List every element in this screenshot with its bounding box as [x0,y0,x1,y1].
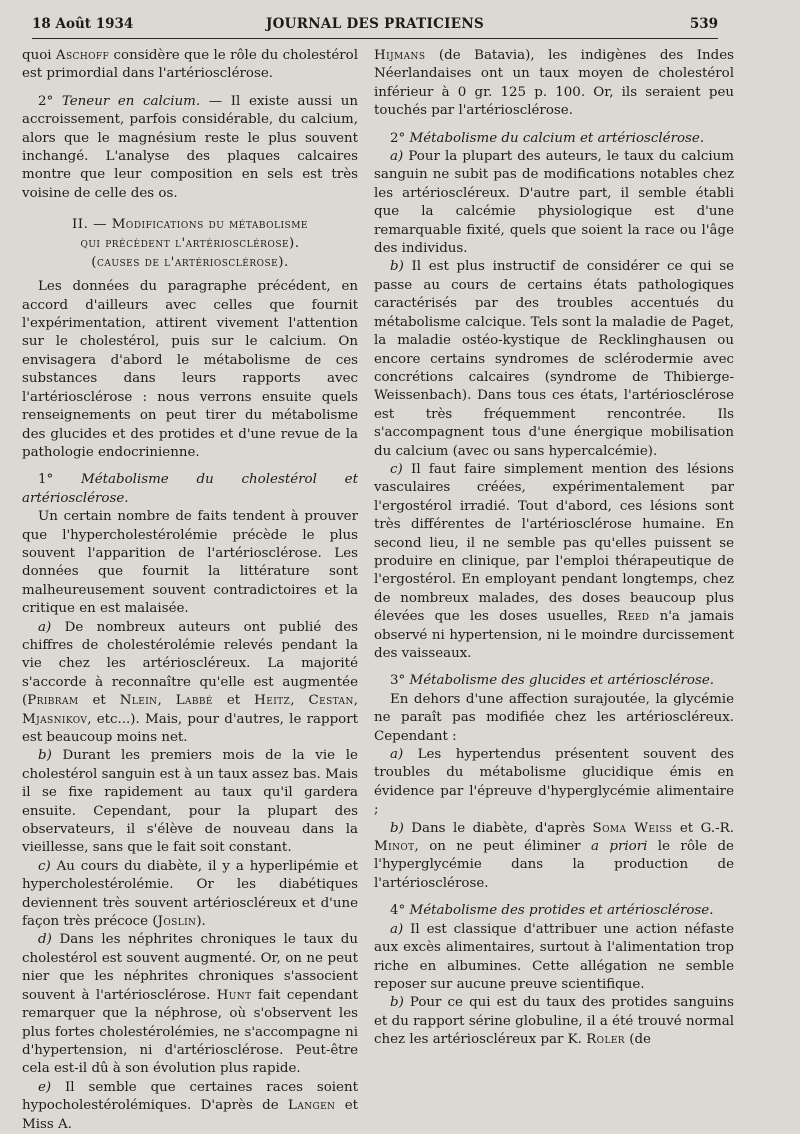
paragraph-calcium-content: 2° Teneur en calcium. — Il existe aussi un accroissement, parfois considérable, du calcium, alors que le magnésium reste le plus souvent inchangé. L'analyse des plaques calcaires montre que leur composition en sels est très voisine de celle des os. [22,93,358,201]
paragraph-cholesterol: Un certain nombre de faits tendent à prouver que l'hypercholestérolémie précède le plus souvent l'apparition de l'artériosclérose. Les données que fournit la littérature sont malheureusement souvent contradictoires et la critique en est malaisée. [22,509,358,617]
paragraph-item-b: b) Durant les premiers mois de la vie le cholestérol sanguin est à un taux assez bas. Mais il se fixe rapidement au taux qu'il gardera ensuite. Cependant, pour la plupart des observateurs, il s'élève de nouveau dans la vieillesse, sans que le fait soit constant. [22,748,358,856]
paragraph-calcium-b: b) Il est plus instructif de considérer ce qui se passe au cours de certains états pathologiques caractérisés par des troubles accentués du métabolisme calcique. Tels sont la maladie de Paget, la maladie ostéo-kystique de Recklinghausen ou encore certains syndromes de sclérodermie avec concrétions calcaires (syndrome de Thibierge-Weissenbach). Dans tous ces états, l'artériosclérose est très fréquemment rencontrée. Ils s'accompagnent tous d'une énergique mobilisation du calcium (avec ou sans hypercalcémie). [374,259,734,459]
journal-title: JOURNAL DES PRATICIENS [265,16,485,32]
left-column [22,47,358,1134]
paragraph-glucides-b: b) Dans le diabète, d'après Soma Weiss et G.-R. Minot, on ne peut éliminer a priori le rôle de l'hyperglycémie dans la production de l'artériosclérose. [374,820,734,891]
page-header [32,12,718,39]
paragraph-calcium-c: c) Il faut faire simplement mention des lésions vasculaires créées, expérimentalement par l'ergostérol irradié. Tout d'abord, ces lésions sont très différentes de l'artériosclérose humaine. En second lieu, il ne semble pas qu'elles puissent se produire en clinique, par l'emploi thérapeutique de l'ergostérol. En employant pendant longtemps, chez de nombreux malades, des doses beaucoup plus élevées que les doses usuelles, Reed n'a jamais observé ni hypertension, ni le moindre durcissement des vaisseaux. [374,461,734,661]
paragraph-protides-b: b) Pour ce qui est du taux des protides sanguins et du rapport sérine globuline, il a été trouvé normal chez les artérioscléreux par K. Roler (de [374,995,734,1048]
author-name: Aschoff [55,48,110,63]
subsection-heading-glucides: 3° Métabolisme des glucides et artériosclérose. [390,673,715,689]
paragraph-item-d: d) Dans les néphrites chroniques le taux du cholestérol est souvent augmenté. Or, on ne peut nier que les néphrites chroniques s'associent souvent à l'artériosclérose. Hunt fait cependant remarquer que la néphrose, où s'observent les plus fortes cholestérolémies, ne s'accompagne ni d'hypertension, ni d'artériosclérose. Peut-être cela est-il dû à son évolution plus rapide. [22,932,358,1077]
issue-date: 18 Août 1934 [32,16,134,32]
paragraph-glucides-a: a) Les hypertendus présentent souvent des troubles du métabolisme glucidique émis en évidence par l'épreuve d'hyperglycémie alimentaire ; [374,747,734,818]
right-column [374,47,734,1050]
section-heading-line: qui précèdent l'artériosclérose). [80,236,300,252]
paragraph-hijmans: Hijmans (de Batavia), les indigènes des Indes Néerlandaises ont un taux moyen de cholestérol inférieur à 0 gr. 125 p. 100. Or, ils seraient peu touchés par l'artériosclérose. [374,48,734,119]
section-heading-line: (causes de l'artériosclérose). [91,255,289,271]
page-number: 539 [689,16,718,32]
section-heading [22,215,358,272]
paragraph-aschoff: quoi Aschoff considère que le rôle du cholestérol est primordial dans l'artériosclérose. [22,48,358,82]
section-heading-line: II. — Modifications du métabolisme [71,217,309,233]
subsection-heading-protides: 4° Métabolisme des protides et artériosclérose. [390,903,714,919]
subsection-heading-cholesterol: 1° Métabolisme du cholestérol et artériosclérose. [22,472,358,506]
paragraph-item-c: c) Au cours du diabète, il y a hyperlipémie et hypercholestérolémie. Or les diabétiques deviennent très souvent artérioscléreux et d'une façon très précoce (Joslin). [22,858,358,930]
paragraph-intro: Les données du paragraphe précédent, en accord d'ailleurs avec celles que fournit l'expérimentation, attirent vivement l'attention sur le cholestérol, puis sur le calcium. On envisagera d'abord le métabolisme de ces substances dans leurs rapports avec l'artériosclérose : nous verrons ensuite quels renseignements on peut tirer du métabolisme des glucides et des protides et d'une revue de la pathologie endocrinienne. [22,279,358,460]
paragraph-item-e: e) Il semble que certaines races soient hypocholestérolémiques. D'après de Langen et Miss A. [22,1079,359,1132]
subsection-heading: Teneur en calcium. [61,93,201,109]
paragraph-glucides: En dehors d'une affection surajoutée, la glycémie ne paraît pas modifiée chez les artérioscléreux. Cependant : [374,691,734,744]
paragraph-calcium-a: a) Pour la plupart des auteurs, le taux du calcium sanguin ne subit pas de modifications notables chez les artérioscléreux. D'autre part, il semble établi que la calcémie physiologique est d'une remarquable fixité, quels que soient la race ou l'âge des individus. [374,149,734,257]
subsection-heading-calcium: 2° Métabolisme du calcium et artériosclérose. [390,130,705,146]
paragraph-item-a: a) De nombreux auteurs ont publié des chiffres de cholestérolémie relevés pendant la vie chez les artérioscléreux. La majorité s'accorde à reconnaître qu'elle est augmentée (Pribram et Nlein, Labbé et Heitz, Cestan, Mjasnikov, etc...). Mais, pour d'autres, le rapport est beaucoup moins net. [22,619,358,745]
paragraph-protides-a: a) Il est classique d'attribuer une action néfaste aux excès alimentaires, surtout à l'alimentation trop riche en albumines. Cette allégation ne semble reposer sur aucune preuve scientifique. [374,921,734,992]
